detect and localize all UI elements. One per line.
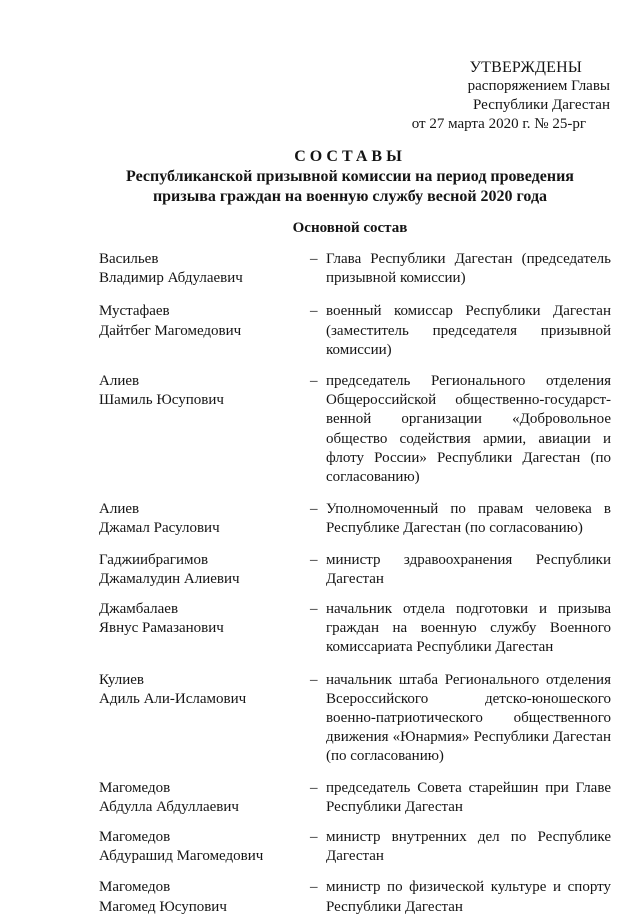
section-subtitle: Основной состав [292, 220, 408, 236]
member-position: Глава Республики Дагестан (председатель призывной комиссии) [326, 251, 611, 287]
member-name [99, 600, 310, 658]
member-surname: Алиев [99, 373, 140, 390]
member-dash: – [310, 879, 318, 896]
member-given-name: Адиль Али-Исламович [99, 690, 247, 707]
member-position: министр внутренних дел по Республике Дагестан [326, 829, 611, 865]
member-surname: Кулиев [99, 671, 144, 688]
approval-order-date: от 27 марта 2020 г. № 25-рг [411, 116, 586, 132]
member-position: министр здравоохранения Республики Дагестан [326, 551, 611, 587]
member-name [99, 372, 310, 487]
member-row [99, 372, 611, 487]
member-position: начальник отдела подготовки и призыва граждан на военную службу Военного комиссариата Республики Дагестан [326, 601, 611, 656]
member-row [99, 671, 611, 767]
member-surname: Гаджиибрагимов [99, 551, 209, 568]
member-surname: Магомедов [99, 879, 171, 896]
member-given-name: Абдулла Абдуллаевич [99, 798, 239, 815]
member-given-name: Дайтбег Магомедович [99, 322, 242, 339]
approval-line-2: Республики Дагестан [473, 97, 610, 113]
member-position: председатель Совета старейшин при Главе Республики Дагестан [326, 779, 611, 815]
member-row [99, 779, 611, 817]
member-given-name: Шамиль Юсупович [99, 392, 224, 409]
title-caps: СОСТАВЫ [294, 148, 406, 165]
member-position: военный комиссар Республики Дагестан (заместитель председателя призывной комиссии) [326, 303, 611, 358]
member-dash: – [310, 303, 318, 320]
document-title [100, 147, 600, 207]
member-name [99, 671, 310, 767]
member-position: председатель Регионального отделения Общероссийской общественно-государст-венной организации «Добровольное общество содействия армии, авиации и флоту России» Республики Дагестан (по согласованию) [326, 373, 611, 486]
members-list [99, 250, 611, 917]
member-dash: – [310, 671, 318, 688]
member-position: начальник штаба Регионального отделения Всероссийского детско-юношеского военно-патриотического общественного движения «Юнармия» Республики Дагестан (по согласованию) [326, 671, 611, 765]
member-name [99, 500, 310, 538]
member-name [99, 779, 310, 817]
approval-stamp [390, 58, 610, 134]
member-dash: – [310, 551, 318, 568]
member-dash: – [310, 501, 318, 518]
member-row [99, 878, 611, 916]
member-dash: – [310, 601, 318, 618]
member-surname: Магомедов [99, 779, 171, 796]
member-dash: – [310, 373, 318, 390]
title-line-2: призыва граждан на военную службу весной 2020 года [152, 188, 548, 205]
approval-heading: УТВЕРЖДЕНЫ [469, 59, 582, 76]
member-name [99, 828, 310, 866]
member-row [99, 828, 611, 866]
member-row [99, 551, 611, 589]
member-given-name: Явнус Рамазанович [99, 620, 224, 637]
member-surname: Алиев [99, 501, 140, 518]
member-given-name: Джамалудин Алиевич [99, 570, 240, 587]
member-surname: Васильев [99, 251, 159, 267]
member-surname: Джамбалаев [99, 601, 179, 618]
member-name [99, 878, 310, 916]
member-row [99, 250, 611, 288]
member-given-name: Магомед Юсупович [99, 898, 227, 915]
member-name [99, 302, 310, 360]
member-given-name: Абдурашид Магомедович [99, 848, 264, 865]
title-line-1: Республиканской призывной комиссии на период проведения [126, 168, 574, 185]
member-dash: – [310, 251, 318, 267]
member-dash: – [310, 829, 318, 846]
member-row [99, 500, 611, 538]
member-row [99, 600, 611, 658]
member-position: министр по физической культуре и спорту Республики Дагестан [326, 879, 611, 915]
member-given-name: Владимир Абдулаевич [99, 270, 243, 287]
member-surname: Мустафаев [99, 303, 170, 320]
approval-line-1: распоряжением Главы [467, 78, 610, 94]
member-surname: Магомедов [99, 829, 171, 846]
member-name [99, 551, 310, 589]
member-position: Уполномоченный по правам человека в Республике Дагестан (по согласованию) [326, 501, 611, 537]
member-given-name: Джамал Расулович [99, 520, 220, 537]
member-name [99, 250, 310, 288]
member-row [99, 302, 611, 360]
member-dash: – [310, 779, 318, 796]
